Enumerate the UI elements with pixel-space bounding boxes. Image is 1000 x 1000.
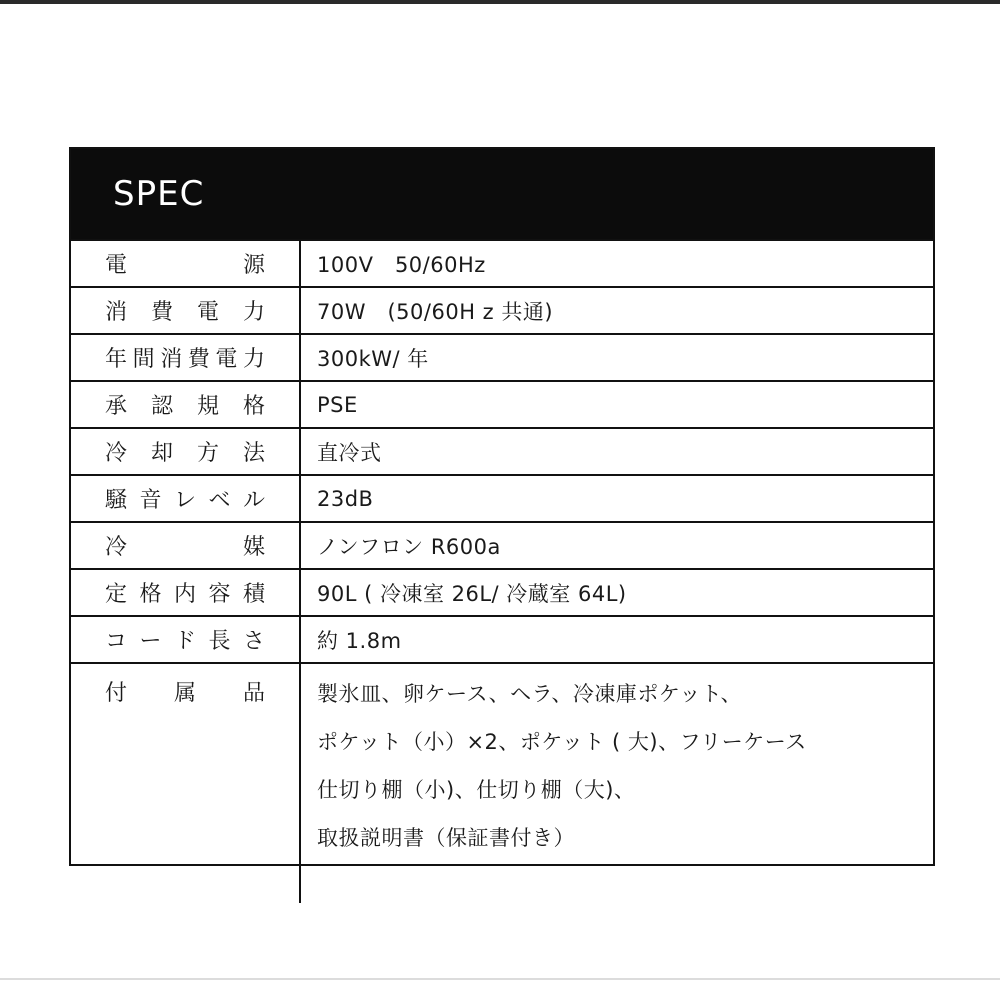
value-power-consumption: 70W (50/60H z 共通) xyxy=(317,299,554,324)
value-accessories xyxy=(301,664,933,903)
row-power-source xyxy=(71,241,933,288)
spec-header xyxy=(71,149,933,241)
label-power-consumption: 消費電力 xyxy=(105,300,265,325)
label-refrigerant: 冷 媒 xyxy=(105,535,265,560)
label-annual-power: 年間消費電力 xyxy=(105,347,265,372)
label-cord-length: コード長さ xyxy=(105,629,265,654)
value-certification: PSE xyxy=(317,392,358,417)
value-capacity: 90L ( 冷凍室 26L/ 冷蔵室 64L) xyxy=(317,581,627,606)
spec-title: SPEC xyxy=(113,174,205,214)
value-annual-power: 300kW/ 年 xyxy=(317,346,429,371)
value-noise-level: 23dB xyxy=(317,486,374,511)
row-capacity xyxy=(71,570,933,617)
row-certification xyxy=(71,382,933,429)
value-cooling-method: 直冷式 xyxy=(317,440,382,465)
label-noise-level: 騒音レベル xyxy=(105,488,265,513)
label-cooling-method: 冷却方法 xyxy=(105,441,265,466)
row-noise-level xyxy=(71,476,933,523)
accessories-line: 仕切り棚（小)、仕切り棚（大)、 xyxy=(317,778,636,802)
row-refrigerant xyxy=(71,523,933,570)
accessories-line: 取扱説明書（保証書付き） xyxy=(317,826,575,850)
row-cord-length xyxy=(71,617,933,664)
value-refrigerant: ノンフロン R600a xyxy=(317,534,501,559)
row-annual-power xyxy=(71,335,933,382)
label-power-source: 電 源 xyxy=(105,253,265,278)
bottom-divider xyxy=(0,978,1000,980)
label-capacity: 定格内容積 xyxy=(105,582,265,607)
row-cooling-method xyxy=(71,429,933,476)
accessories-line: ポケット（小）×2、ポケット ( 大)、フリーケース xyxy=(317,730,807,754)
label-certification: 承認規格 xyxy=(105,394,265,419)
label-accessories: 付 属 品 xyxy=(105,681,265,706)
row-accessories xyxy=(71,664,933,903)
accessories-line: 製氷皿、卵ケース、ヘラ、冷凍庫ポケット、 xyxy=(317,682,742,706)
value-cord-length: 約 1.8m xyxy=(317,628,402,653)
spec-table xyxy=(69,147,935,866)
top-divider xyxy=(0,0,1000,4)
value-power-source: 100V 50/60Hz xyxy=(317,252,486,277)
row-power-consumption xyxy=(71,288,933,335)
